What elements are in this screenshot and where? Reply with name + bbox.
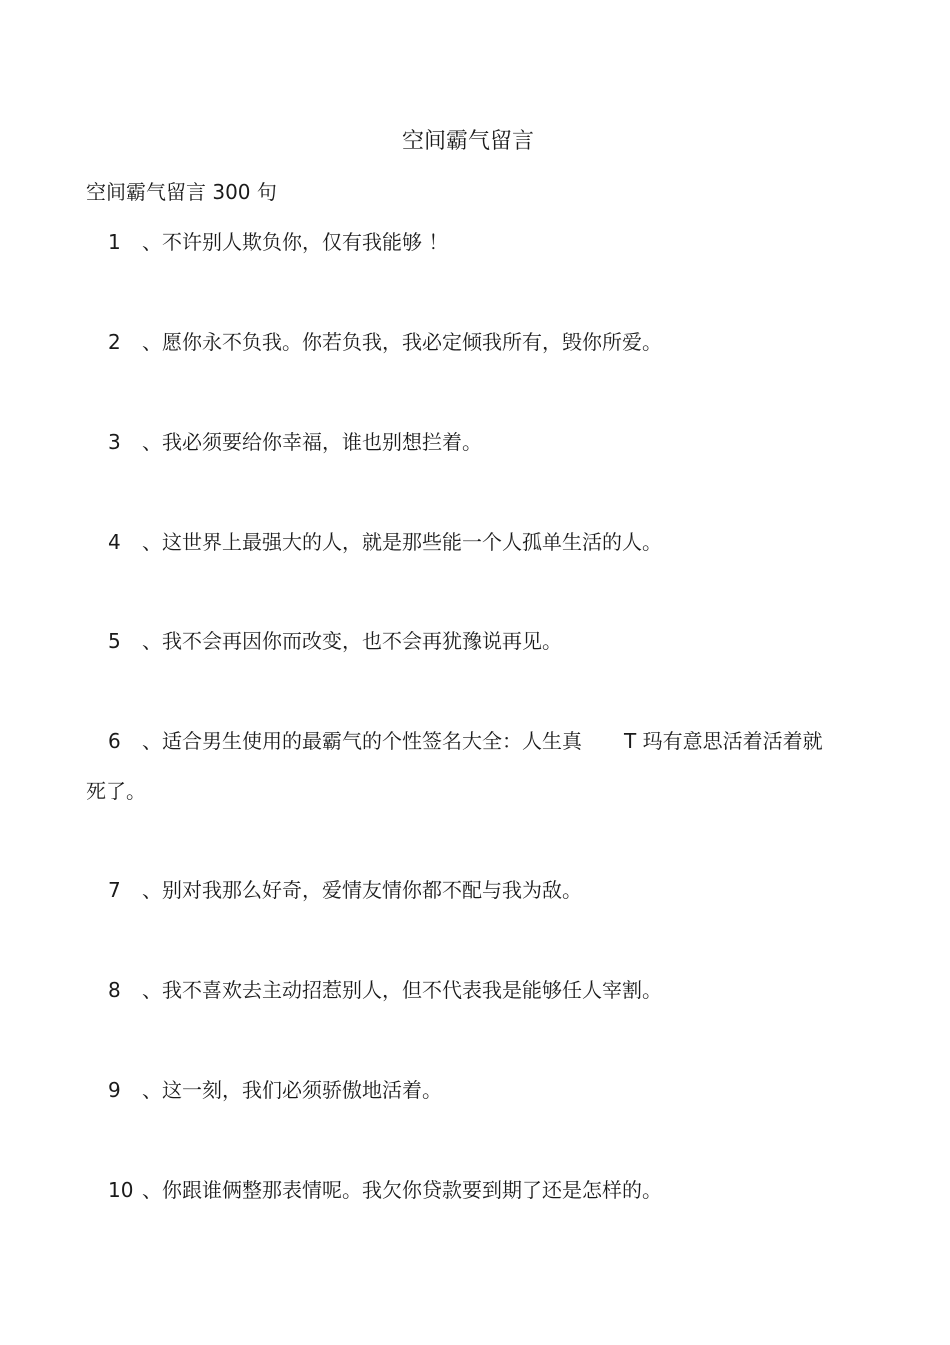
item-number: 8 — [108, 978, 121, 1002]
item-text: 、我不会再因你而改变，也不会再犹豫说再见。 — [142, 629, 562, 653]
item-number: 3 — [108, 430, 121, 454]
list-item — [86, 876, 866, 904]
list-item — [86, 976, 866, 1004]
item-number: 5 — [108, 629, 121, 653]
item-text: 、这世界上最强大的人，就是那些能一个人孤单生活的人。 — [142, 530, 662, 554]
item-number: 7 — [108, 878, 121, 902]
list-item — [86, 528, 866, 556]
document-subtitle: 空间霸气留言 300 句 — [86, 180, 277, 204]
item-number: 6 — [108, 729, 121, 753]
list-item — [86, 1076, 866, 1104]
item-text: 、别对我那么好奇，爱情友情你都不配与我为敌。 — [142, 878, 582, 902]
item-number: 4 — [108, 530, 121, 554]
item-number: 10 — [108, 1178, 134, 1202]
list-item — [86, 228, 866, 256]
item-text-continued: T 玛有意思活着活着就 — [624, 729, 823, 753]
item-text: 、我不喜欢去主动招惹别人，但不代表我是能够任人宰割。 — [142, 978, 662, 1002]
list-item — [86, 428, 866, 456]
item-text: 、不许别人欺负你，仅有我能够 ！ — [142, 230, 449, 254]
item-text-wrap: 死了。 — [86, 779, 146, 803]
item-number: 1 — [108, 230, 121, 254]
document-title: 空间霸气留言 — [401, 129, 534, 154]
list-item — [86, 727, 866, 805]
list-item — [86, 627, 866, 655]
item-text: 、这一刻，我们必须骄傲地活着。 — [142, 1078, 442, 1102]
list-item — [86, 1176, 866, 1204]
item-text: 、适合男生使用的最霸气的个性签名大全：人生真 — [142, 729, 582, 753]
item-number: 2 — [108, 330, 121, 354]
item-number: 9 — [108, 1078, 121, 1102]
item-text: 、愿你永不负我。你若负我，我必定倾我所有，毁你所爱。 — [142, 330, 662, 354]
item-text: 、你跟谁俩整那表情呢。我欠你贷款要到期了还是怎样的。 — [142, 1178, 662, 1202]
list-item — [86, 328, 866, 356]
item-text: 、我必须要给你幸福，谁也别想拦着。 — [142, 430, 482, 454]
